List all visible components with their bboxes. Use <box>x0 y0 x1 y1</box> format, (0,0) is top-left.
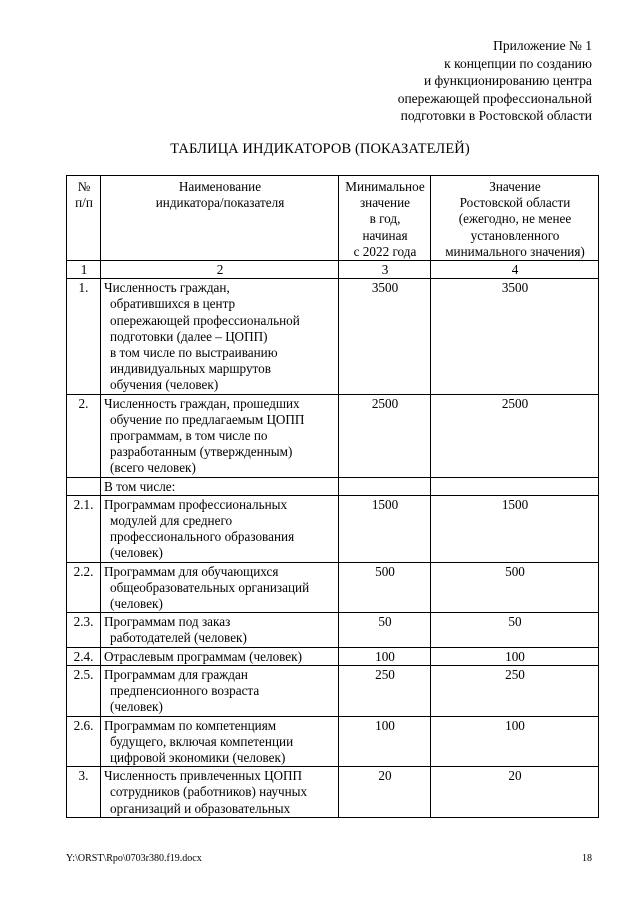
index-cell: 3 <box>339 261 431 279</box>
row-number: 2.4. <box>67 647 101 665</box>
table-row <box>67 613 599 647</box>
header-min-value: Минимальное значение в год, начиная с 2022 года <box>339 176 431 261</box>
indicator-name-first-line: Программам по компетенциям <box>104 717 277 733</box>
indicator-name-first-line: В том числе: <box>104 478 176 494</box>
appendix-line: Приложение № 1 <box>493 38 592 53</box>
row-number: 2.1. <box>67 495 101 562</box>
min-value: 100 <box>339 716 431 767</box>
appendix-line: опережающей профессиональной <box>397 90 592 106</box>
indicator-name-first-line: Численность привлеченных ЦОПП <box>104 768 303 784</box>
region-value: 3500 <box>431 279 599 394</box>
indicator-name <box>101 647 339 665</box>
indicator-name-continuation: предпенсионного возраста (человек) <box>110 683 260 715</box>
min-value: 50 <box>339 613 431 647</box>
indicator-name-first-line: Отраслевым программам (человек) <box>104 648 302 664</box>
row-number: 3. <box>67 767 101 818</box>
indicator-name-first-line: Программам для обучающихся <box>104 563 279 579</box>
indicator-name <box>101 716 339 767</box>
indicator-name-continuation: сотрудников (работников) научных организаций и образовательных <box>110 784 308 816</box>
indicator-name <box>101 394 339 477</box>
indicator-name <box>101 279 339 394</box>
row-number <box>67 477 101 495</box>
region-value <box>431 477 599 495</box>
table-index-row <box>67 261 599 279</box>
region-value: 50 <box>431 613 599 647</box>
row-number: 2. <box>67 394 101 477</box>
indicator-name <box>101 767 339 818</box>
region-value: 100 <box>431 647 599 665</box>
min-value: 250 <box>339 665 431 716</box>
appendix-line: и функционированию центра <box>423 73 592 89</box>
table-header-row <box>67 176 599 261</box>
indicator-name-first-line: Программам под заказ <box>104 614 231 630</box>
page-number: 18 <box>582 853 592 864</box>
indicator-name-continuation: модулей для среднего профессионального образования (человек) <box>110 513 295 561</box>
region-value: 500 <box>431 562 599 613</box>
row-number: 1. <box>67 279 101 394</box>
region-value: 2500 <box>431 394 599 477</box>
region-value: 1500 <box>431 495 599 562</box>
document-title: ТАБЛИЦА ИНДИКАТОРОВ (ПОКАЗАТЕЛЕЙ) <box>170 141 470 157</box>
min-value: 500 <box>339 562 431 613</box>
index-cell: 1 <box>67 261 101 279</box>
indicator-name-first-line: Программам профессиональных <box>104 496 288 512</box>
indicator-name-continuation: будущего, включая компетенции цифровой экономики (человек) <box>110 733 294 765</box>
table-row <box>67 279 599 394</box>
min-value: 2500 <box>339 394 431 477</box>
indicator-name-continuation: обучение по предлагаемым ЦОПП программам, в том числе по разработанным (утвержденным) (всего человек) <box>110 411 305 476</box>
min-value: 20 <box>339 767 431 818</box>
indicator-name <box>101 562 339 613</box>
indicator-name-first-line: Численность граждан, <box>104 280 230 296</box>
index-cell: 4 <box>431 261 599 279</box>
indicator-name-continuation: работодателей (человек) <box>110 630 247 646</box>
indicator-name <box>101 613 339 647</box>
file-path: Y:\ORST\Rpo\0703r380.f19.docx <box>66 853 202 864</box>
min-value: 1500 <box>339 495 431 562</box>
index-cell: 2 <box>101 261 339 279</box>
appendix-line: к концепции по созданию <box>444 55 592 71</box>
table-row <box>67 477 599 495</box>
indicator-name <box>101 495 339 562</box>
appendix-line: подготовки в Ростовской области <box>400 108 592 124</box>
indicator-name-continuation: обратившихся в центр опережающей профессиональной подготовки (далее – ЦОПП) в том числе по выстраиванию индивидуальных маршрутов обучения (человек) <box>110 296 300 393</box>
table-row <box>67 394 599 477</box>
min-value <box>339 477 431 495</box>
indicators-table <box>66 175 599 818</box>
table-row <box>67 767 599 818</box>
row-number: 2.6. <box>67 716 101 767</box>
header-region-value: Значение Ростовской области (ежегодно, не менее установленного минимального значения) <box>431 176 599 261</box>
table-row <box>67 562 599 613</box>
region-value: 20 <box>431 767 599 818</box>
indicator-name-continuation: общеобразовательных организаций (человек) <box>110 579 310 612</box>
header-name: Наименование индикатора/показателя <box>101 176 339 261</box>
row-number: 2.5. <box>67 665 101 716</box>
region-value: 100 <box>431 716 599 767</box>
region-value: 250 <box>431 665 599 716</box>
table-row <box>67 647 599 665</box>
table-row <box>67 716 599 767</box>
header-number: № п/п <box>67 176 101 261</box>
min-value: 100 <box>339 647 431 665</box>
table-row <box>67 495 599 562</box>
table-row <box>67 665 599 716</box>
row-number: 2.3. <box>67 613 101 647</box>
appendix-note <box>292 37 592 125</box>
indicator-name-first-line: Численность граждан, прошедших <box>104 395 300 411</box>
indicator-name <box>101 477 339 495</box>
indicator-name <box>101 665 339 716</box>
min-value: 3500 <box>339 279 431 394</box>
indicator-name-first-line: Программам для граждан <box>104 666 248 682</box>
row-number: 2.2. <box>67 562 101 613</box>
